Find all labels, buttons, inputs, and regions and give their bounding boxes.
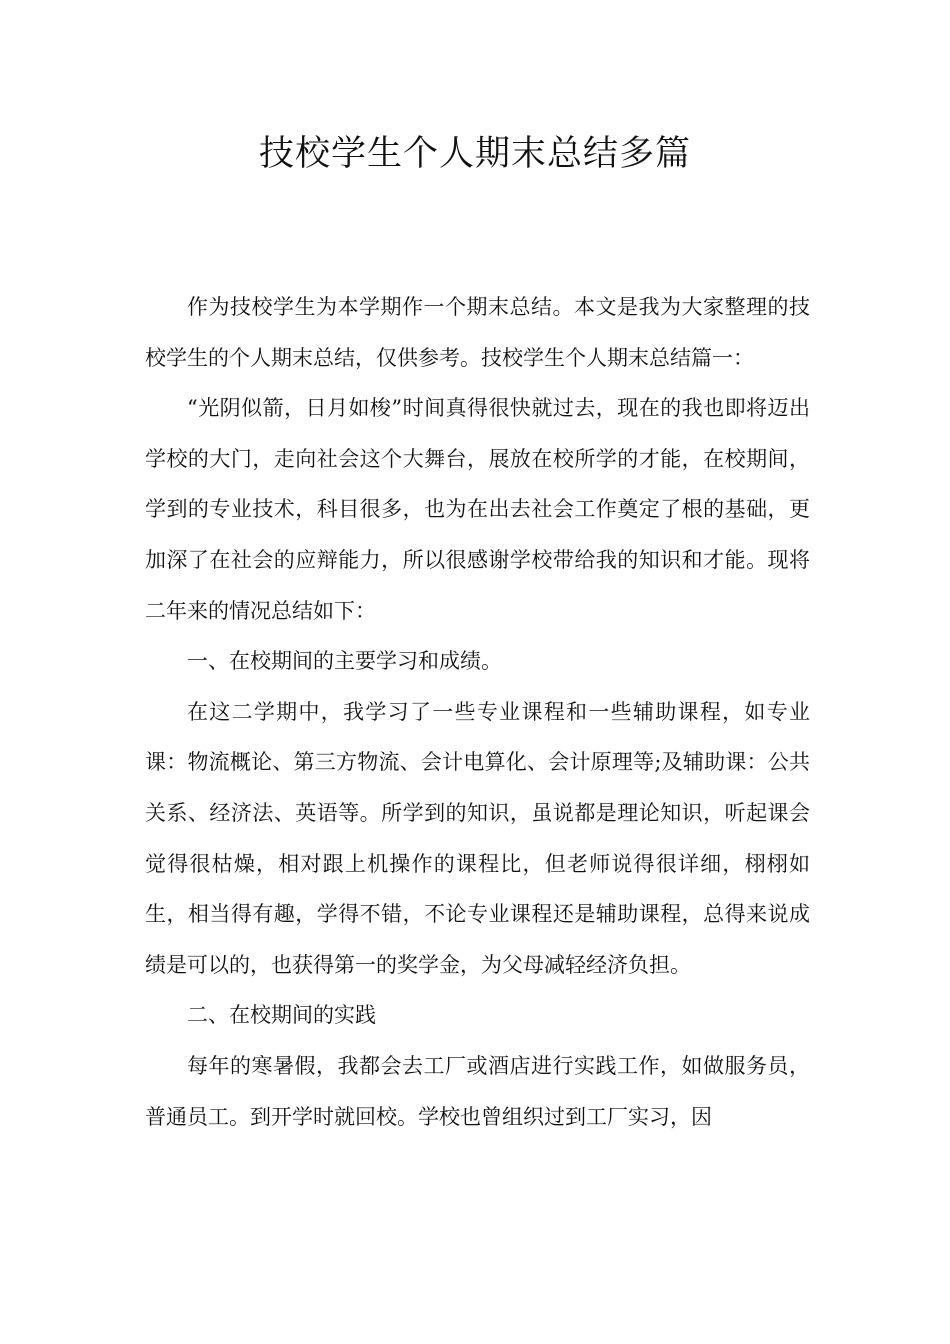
section-heading-practice: 二、在校期间的实践: [187, 1003, 376, 1028]
paragraph-intro: 作为技校学生为本学期作一个期末总结。本文是我为大家整理的技校学生的个人期末总结，仅供参考。技校学生个人期末总结篇一：: [145, 295, 810, 370]
paragraph-opening: “光阴似箭，日月如梭”时间真得很快就过去，现在的我也即将迈出学校的大门，走向社会这个大舞台，展放在校所学的才能，在校期间，学到的专业技术，科目很多，也为在出去社会工作奠定了根的基础，更加深了在社会的应辩能力，所以很感谢学校带给我的知识和才能。现将二年来的情况总结如下：: [145, 396, 810, 623]
paragraph-practice: 每年的寒暑假，我都会去工厂或酒店进行实践工作，如做服务员，普通员工。到开学时就回校。学校也曾组织过到工厂实习，因: [145, 1053, 810, 1129]
section-heading-study: 一、在校期间的主要学习和成绩。: [187, 649, 502, 674]
document-title: 技校学生个人期末总结多篇: [258, 134, 691, 174]
document-body: [145, 282, 810, 1142]
paragraph-study: 在这二学期中，我学习了一些专业课程和一些辅助课程，如专业课：物流概论、第三方物流、会计电算化、会计原理等;及辅助课：公共关系、经济法、英语等。所学到的知识，虽说都是理论知识，听起课会觉得很枯燥，相对跟上机操作的课程比，但老师说得很详细，栩栩如生，相当得有趣，学得不错，不论专业课程还是辅助课程，总得来说成绩是可以的，也获得第一的奖学金，为父母减轻经济负担。: [145, 699, 810, 977]
